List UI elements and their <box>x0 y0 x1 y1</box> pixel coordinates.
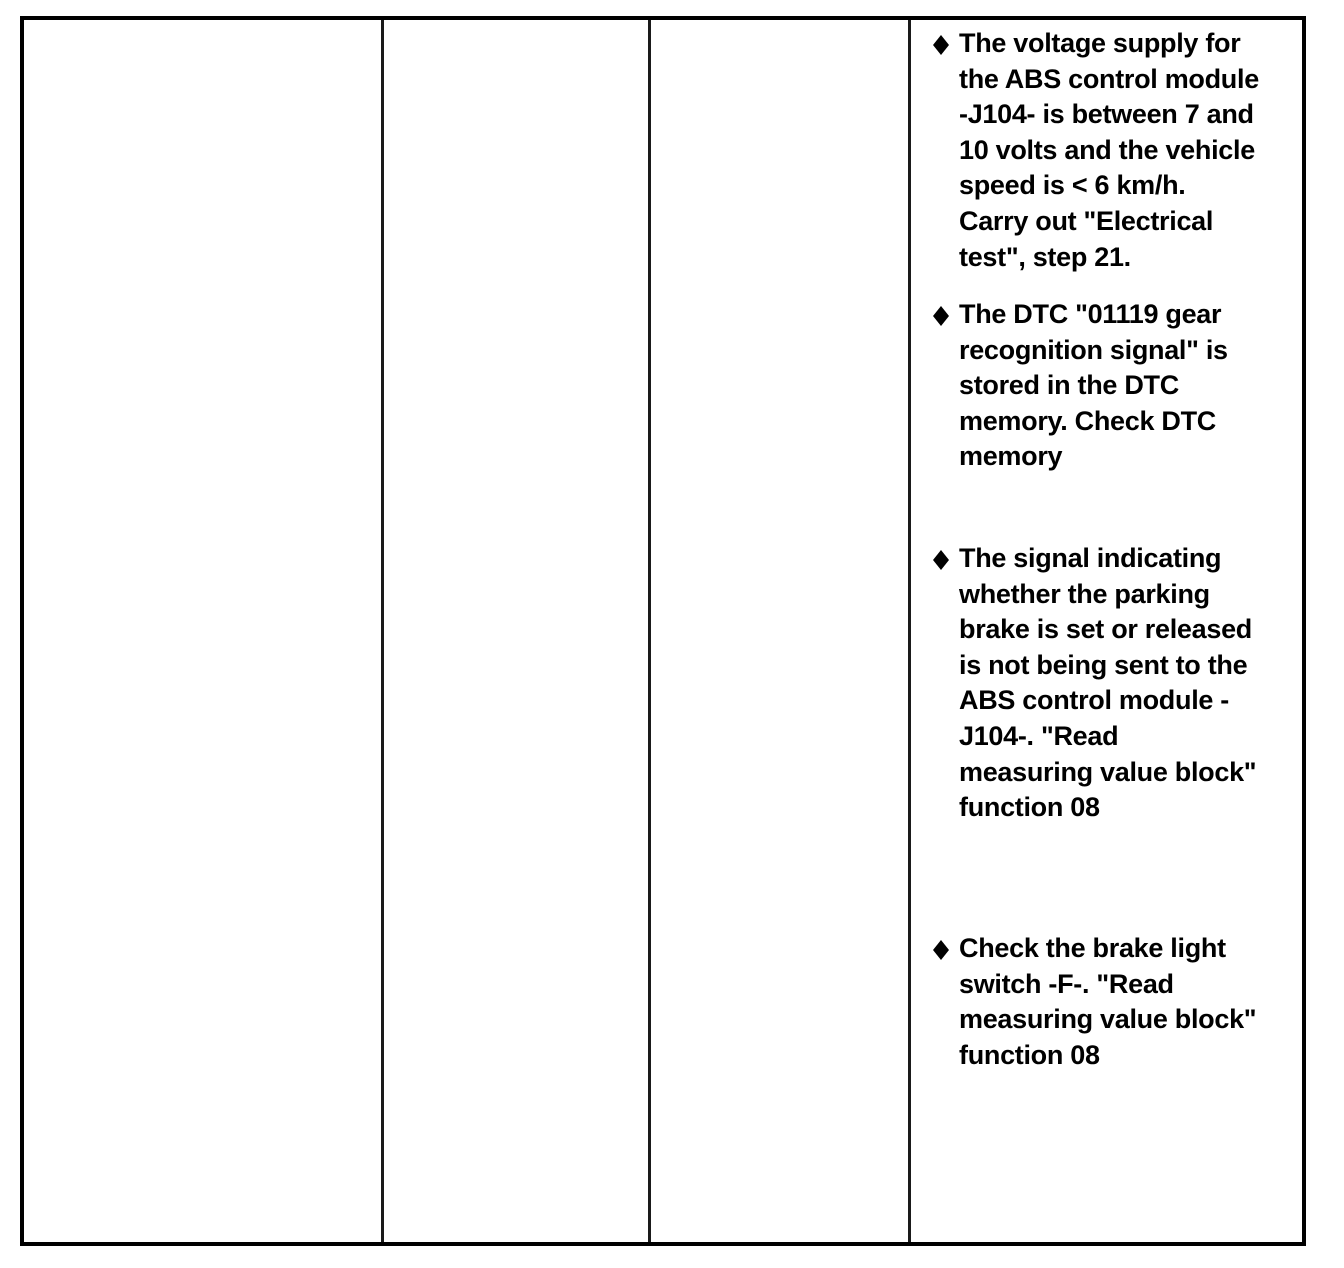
bullet-list-item <box>933 297 1292 475</box>
diamond-bullet-icon <box>933 541 959 570</box>
table-cell-column-4 <box>911 20 1302 1242</box>
bullet-text: The DTC "01119 gear recognition signal" is stored in the DTC memory. Check DTC memory <box>959 299 1228 472</box>
diamond-bullet-icon <box>933 931 959 960</box>
bullet-list-item <box>933 26 1292 275</box>
bullet-text: The voltage supply for the ABS control module -J104- is between 7 and 10 volts and the vehicle speed is < 6 km/h. Carry out "Electrical test", step 21. <box>959 28 1259 272</box>
bullet-list-item <box>933 931 1292 1073</box>
diamond-bullet-icon <box>933 297 959 326</box>
diamond-bullet-icon <box>933 26 959 55</box>
table-cell-column-3 <box>651 20 911 1242</box>
bullet-list-item <box>933 541 1292 826</box>
table <box>20 16 1306 1246</box>
bullet-text: Check the brake light switch -F-. "Read measuring value block" function 08 <box>959 933 1257 1070</box>
table-cell-column-1 <box>24 20 384 1242</box>
bullet-text: The signal indicating whether the parking brake is set or released is not being sent to the ABS control module - J104-. "Read measuring value block" function 08 <box>959 543 1257 823</box>
table-cell-column-2 <box>384 20 651 1242</box>
